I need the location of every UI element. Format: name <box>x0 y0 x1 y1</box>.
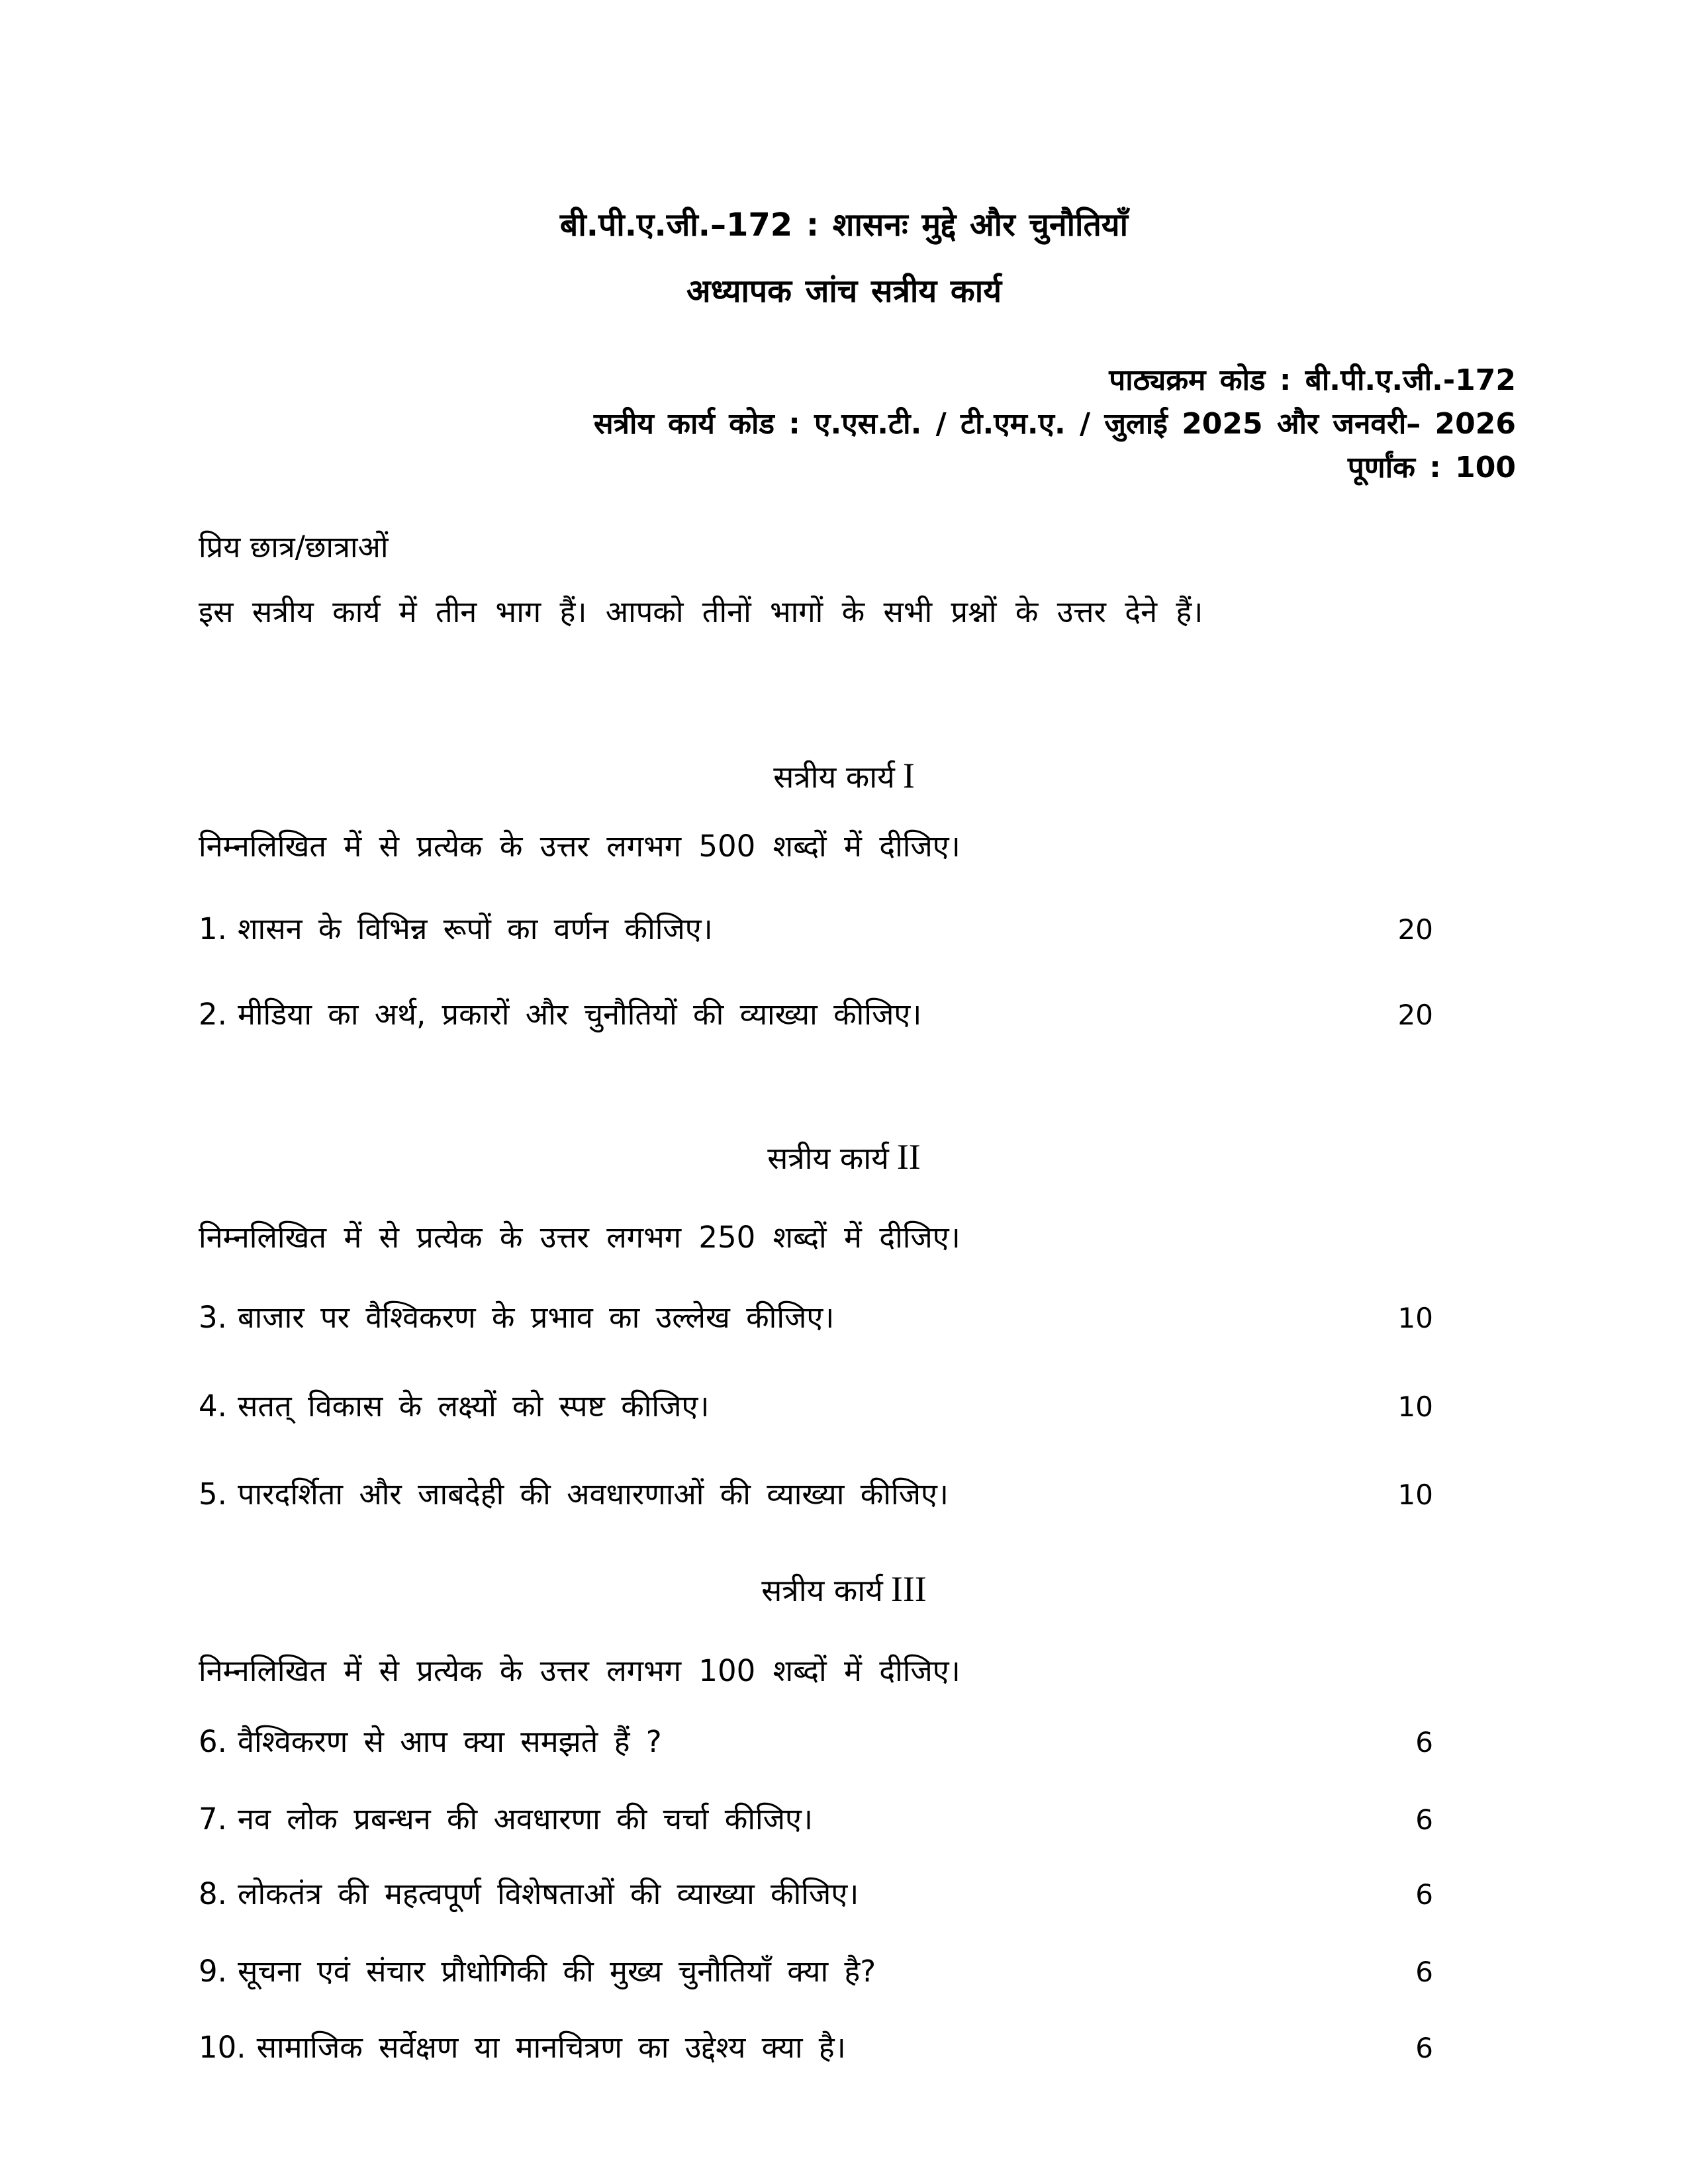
question-5-marks: 10 <box>1397 1479 1433 1511</box>
section-1-heading <box>199 755 1489 797</box>
max-marks-line: पूर्णांक : 100 <box>1347 451 1516 484</box>
question-7-text <box>199 1799 813 1840</box>
section-3-instruction: निम्नलिखित में से प्रत्येक के उत्तर लगभग 100 शब्दों में दीजिए। <box>199 1653 961 1688</box>
question-3-text <box>199 1297 834 1338</box>
question-9-marks: 6 <box>1415 1956 1433 1988</box>
section-3-heading-numeral: III <box>890 1569 927 1609</box>
question-row-6 <box>199 1721 1516 1763</box>
question-3-content: बाजार पर वैश्विकरण के प्रभाव का उल्लेख कीजिए। <box>237 1300 835 1335</box>
question-7-number: 7. <box>199 1801 227 1837</box>
section-2-instruction: निम्नलिखित में से प्रत्येक के उत्तर लगभग 250 शब्दों में दीजिए। <box>199 1220 961 1255</box>
question-6-marks: 6 <box>1415 1726 1433 1758</box>
question-8-number: 8. <box>199 1876 227 1911</box>
question-6-text <box>199 1721 662 1762</box>
question-3-marks: 10 <box>1397 1302 1433 1334</box>
question-row-2 <box>199 994 1516 1036</box>
question-row-3 <box>199 1297 1516 1339</box>
question-7-content: नव लोक प्रबन्धन की अवधारणा की चर्चा कीजिए। <box>237 1801 813 1837</box>
question-4-number: 4. <box>199 1388 227 1424</box>
question-row-1 <box>199 909 1516 950</box>
question-4-text <box>199 1386 709 1427</box>
question-row-10 <box>199 2027 1516 2069</box>
section-3-heading <box>199 1569 1489 1611</box>
course-code-line: पाठ्यक्रम कोड : बी.पी.ए.जी.-172 <box>1109 363 1516 397</box>
question-4-marks: 10 <box>1397 1390 1433 1423</box>
section-2-heading <box>199 1136 1489 1179</box>
question-row-9 <box>199 1951 1516 1993</box>
question-10-number: 10. <box>199 2030 246 2065</box>
page-subtitle: अध्यापक जांच सत्रीय कार्य <box>686 273 1002 310</box>
question-1-marks: 20 <box>1397 913 1433 946</box>
section-1-instruction: निम्नलिखित में से प्रत्येक के उत्तर लगभग 500 शब्दों में दीजिए। <box>199 829 961 864</box>
assignment-code-line: सत्रीय कार्य कोड : ए.एस.टी. / टी.एम.ए. / जुलाई 2025 और जनवरी– 2026 <box>593 407 1516 441</box>
question-6-content: वैश्विकरण से आप क्या समझते हैं ? <box>237 1724 662 1759</box>
question-10-text <box>199 2027 846 2068</box>
section-2-heading-numeral: II <box>896 1137 921 1177</box>
question-2-content: मीडिया का अर्थ, प्रकारों और चुनौतियों की व्याख्या कीजिए। <box>237 997 922 1032</box>
question-9-text <box>199 1951 876 1992</box>
question-row-7 <box>199 1799 1516 1841</box>
question-1-number: 1. <box>199 911 227 946</box>
question-2-number: 2. <box>199 997 227 1032</box>
question-1-content: शासन के विभिन्न रूपों का वर्णन कीजिए। <box>237 911 713 946</box>
section-1-heading-label: सत्रीय कार्य <box>773 759 895 795</box>
question-1-text <box>199 909 713 950</box>
section-3-heading-label: सत्रीय कार्य <box>761 1572 883 1608</box>
question-8-text <box>199 1874 859 1915</box>
question-9-content: सूचना एवं संचार प्रौधोगिकी की मुख्य चुनौतियाँ क्या है? <box>237 1954 876 1989</box>
section-2-heading-label: सत्रीय कार्य <box>767 1140 889 1176</box>
question-8-content: लोकतंत्र की महत्वपूर्ण विशेषताओं की व्याख्या कीजिए। <box>237 1876 859 1911</box>
question-row-8 <box>199 1874 1516 1915</box>
question-6-number: 6. <box>199 1724 227 1759</box>
question-row-4 <box>199 1386 1516 1428</box>
question-5-number: 5. <box>199 1477 227 1512</box>
question-9-number: 9. <box>199 1954 227 1989</box>
question-5-content: पारदर्शिता और जाबदेही की अवधारणाओं की व्याख्या कीजिए। <box>237 1477 949 1512</box>
header-info-block <box>199 359 1516 490</box>
question-3-number: 3. <box>199 1300 227 1335</box>
salutation: प्रिय छात्र/छात्राओं <box>199 529 389 565</box>
question-row-5 <box>199 1474 1516 1516</box>
question-10-content: सामाजिक सर्वेक्षण या मानचित्रण का उद्देश्य क्या है। <box>256 2030 846 2065</box>
section-1-heading-numeral: I <box>902 756 915 796</box>
question-10-marks: 6 <box>1415 2032 1433 2064</box>
question-4-content: सतत् विकास के लक्ष्यों को स्पष्ट कीजिए। <box>237 1388 710 1424</box>
question-2-marks: 20 <box>1397 999 1433 1031</box>
question-2-text <box>199 994 921 1035</box>
page-title: बी.पी.ए.जी.–172 : शासनः मुद्दे और चुनौतियाँ <box>559 206 1129 244</box>
question-7-marks: 6 <box>1415 1803 1433 1836</box>
intro-text: इस सत्रीय कार्य में तीन भाग हैं। आपको तीनों भागों के सभी प्रश्नों के उत्तर देने हैं। <box>199 594 1203 629</box>
question-5-text <box>199 1474 949 1515</box>
question-8-marks: 6 <box>1415 1878 1433 1911</box>
